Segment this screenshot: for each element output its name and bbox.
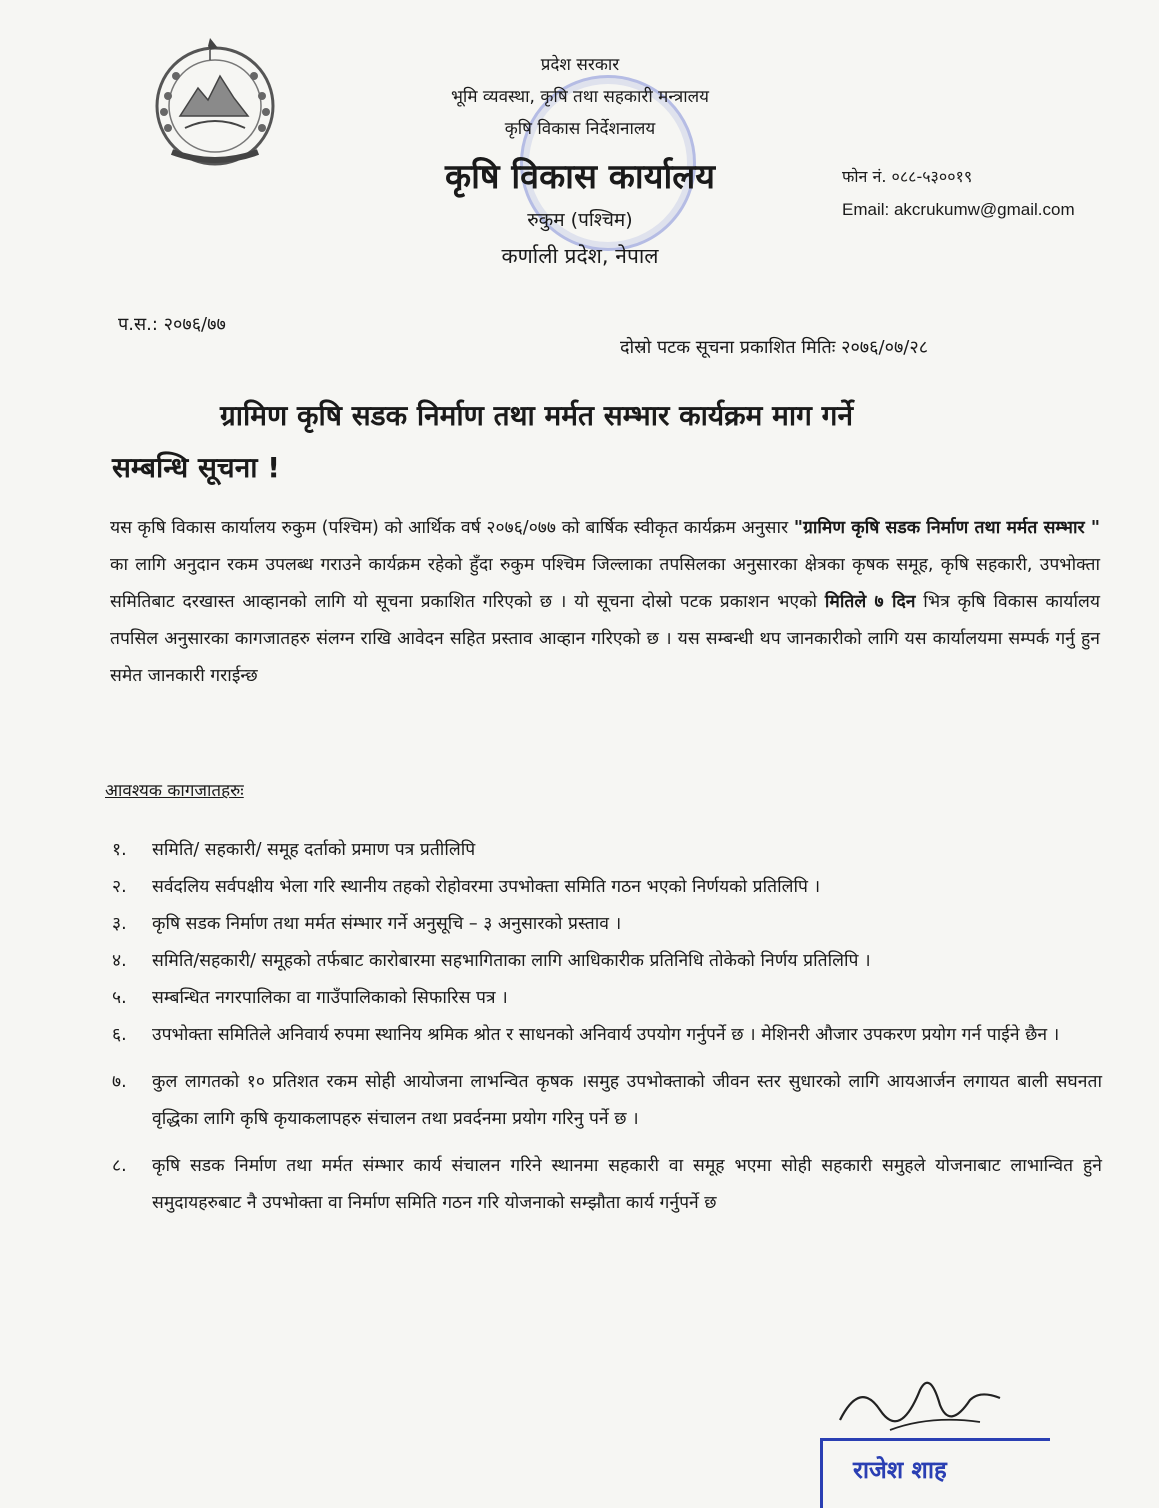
body-deadline: मितिले ७ दिन xyxy=(824,592,916,612)
list-item-text: कृषि सडक निर्माण तथा मर्मत संम्भार गर्ने अनुसूचि – ३ अनुसारको प्रस्ताव । xyxy=(152,914,622,934)
directorate-label: कृषि विकास निर्देशनालय xyxy=(504,119,656,139)
body-part3: भित्र कृषि विकास कार्यालय तपसिल अनुसारका कागजातहरु संलग्न राखि आवेदन सहित प्रस्ताव आव्हान गरिएको छ । यस सम्बन्धी थप जानकारीको लागि यस कार्यालयमा सम्पर्क गर्नु हुन समेत जानकारी गराईन्छ xyxy=(110,592,1100,686)
list-item xyxy=(112,1064,1102,1138)
list-item xyxy=(112,869,1102,906)
list-item-number: १. xyxy=(112,840,127,860)
handwritten-signature xyxy=(830,1360,1010,1440)
list-item-number: ४. xyxy=(112,951,127,971)
body-quoted-program: "ग्रामिण कृषि सडक निर्माण तथा मर्मत सम्भार " xyxy=(793,518,1100,538)
list-item xyxy=(112,1148,1102,1222)
list-item-text: कृषि सडक निर्माण तथा मर्मत संम्भार कार्य संचालन गरिने स्थानमा सहकारी वा समूह भएमा सोही सहकारी समुहले योजनाबाट लाभान्वित हुने समुदायहरुबाट नै उपभोक्ता वा निर्माण समिति गठन गरि योजनाको सम्झौता कार्य गर्नुपर्ने छ xyxy=(152,1156,1102,1213)
notice-body xyxy=(110,510,1100,695)
phone-number: फोन नं. ०८८-५३००१९ xyxy=(842,167,973,186)
required-documents-list xyxy=(112,832,1102,1222)
list-item-text: समिति/सहकारी/ समूहको तर्फबाट कारोबारमा सहभागिताका लागि आधिकारीक प्रतिनिधि तोकेको निर्णय प्रतिलिपि । xyxy=(152,951,871,971)
list-item-text: समिति/ सहकारी/ समूह दर्ताको प्रमाण पत्र प्रतीलिपि xyxy=(152,840,476,860)
list-item-number: ८. xyxy=(112,1156,127,1176)
list-item-text: उपभोक्ता समितिले अनिवार्य रुपमा स्थानिय श्रमिक श्रोत र साधनको अनिवार्य उपयोग गर्नुपर्ने छ । मेशिनरी औजार उपकरण प्रयोग गर्न पाईने छैन । xyxy=(152,1025,1060,1045)
notice-title-line1: ग्रामिण कृषि सडक निर्माण तथा मर्मत सम्भार कार्यक्रम माग गर्ने xyxy=(220,399,853,432)
office-name: कृषि विकास कार्यालय xyxy=(444,157,716,197)
list-item-number: ७. xyxy=(112,1072,127,1092)
ministry-label: भूमि व्यवस्था, कृषि तथा सहकारी मन्त्रालय xyxy=(450,87,710,107)
list-item-number: २. xyxy=(112,877,127,897)
body-part2: का लागि अनुदान रकम उपलब्ध गराउने कार्यक्रम रहेको हुँदा रुकुम पश्चिम जिल्लाका तपसिलका अनुसारका क्षेत्रका कृषक समूह, कृषि सहकारी, उपभोक्ता समितिबाट दरखास्त आव्हानको लागि यो सूचना प्रकाशित गरिएको छ । यो सूचना दोस्रो पटक प्रकाशन भएको xyxy=(110,555,1100,612)
nepal-emblem-icon xyxy=(150,36,280,171)
list-item xyxy=(112,943,1102,980)
reference-number: प.स.: २०७६/७७ xyxy=(118,314,226,335)
list-item-text: सर्वदलिय सर्वपक्षीय भेला गरि स्थानीय तहको रोहोवरमा उपभोक्ता समिति गठन भएको निर्णयको प्रतिलिपि । xyxy=(152,877,821,897)
signatory-stamp: राजेश शाह xyxy=(820,1438,1050,1508)
list-item-text: कुल लागतको १० प्रतिशत रकम सोही आयोजना लाभन्वित कृषक ।समुह उपभोक्ताको जीवन स्तर सुधारको लागि आयआर्जन लगायत बाली सघनता वृद्धिका लागि कृषि कृयाकलापहरु संचालन तथा प्रवर्दनमा प्रयोग गरिनु पर्ने छ । xyxy=(152,1072,1102,1129)
list-item-text: सम्बन्धित नगरपालिका वा गाउँपालिकाको सिफारिस पत्र । xyxy=(152,988,508,1008)
district-label: रुकुम (पश्चिम) xyxy=(527,209,633,231)
list-item xyxy=(112,906,1102,943)
email-address: Email: akcrukumw@gmail.com xyxy=(842,200,1075,219)
list-item xyxy=(112,1017,1102,1054)
list-item-number: ३. xyxy=(112,914,127,934)
list-item xyxy=(112,980,1102,1017)
list-item xyxy=(112,832,1102,869)
list-item-number: ६. xyxy=(112,1025,127,1045)
government-label: प्रदेश सरकार xyxy=(540,55,620,75)
body-part1: यस कृषि विकास कार्यालय रुकुम (पश्चिम) को आर्थिक वर्ष २०७६/०७७ को बार्षिक स्वीकृत कार्यक्रम अनुसार xyxy=(110,518,794,538)
list-item-number: ५. xyxy=(112,988,127,1008)
publication-date: दोस्रो पटक सूचना प्रकाशित मितिः २०७६/०७/२८ xyxy=(620,337,929,358)
required-documents-heading: आवश्यक कागजातहरुः xyxy=(105,781,244,801)
notice-title-line2: सम्बन्धि सूचना ! xyxy=(112,451,281,484)
notice-title xyxy=(112,390,1097,494)
province-label: कर्णाली प्रदेश, नेपाल xyxy=(501,244,659,268)
